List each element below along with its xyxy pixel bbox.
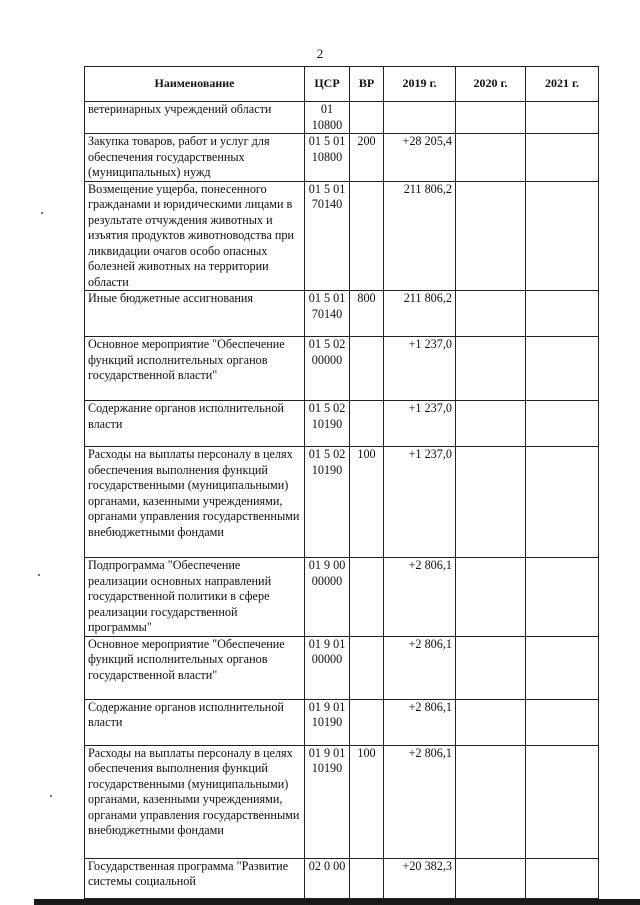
table-row <box>85 858 599 898</box>
cell-2019: +1 237,0 <box>384 337 456 401</box>
cell-2021 <box>526 858 599 898</box>
cell-2020 <box>456 337 526 401</box>
cell-vr <box>350 858 384 898</box>
cell-2020 <box>456 102 526 134</box>
table-row <box>85 745 599 858</box>
budget-table <box>84 66 599 899</box>
table-row <box>85 181 599 291</box>
cell-name: Иные бюджетные ассигнования <box>85 291 305 337</box>
cell-2019 <box>384 102 456 134</box>
header-csr: ЦСР <box>305 67 350 102</box>
cell-name: Содержание органов исполнительной власти <box>85 401 305 447</box>
table-row <box>85 558 599 637</box>
cell-2021 <box>526 447 599 558</box>
header-2021: 2021 г. <box>526 67 599 102</box>
cell-vr <box>350 558 384 637</box>
table-row <box>85 699 599 745</box>
cell-csr: 01 5 01 70140 <box>305 181 350 291</box>
cell-vr: 100 <box>350 447 384 558</box>
cell-vr <box>350 401 384 447</box>
cell-csr: 01 5 02 10190 <box>305 401 350 447</box>
table-header-row <box>85 67 599 102</box>
cell-2021 <box>526 401 599 447</box>
cell-2021 <box>526 337 599 401</box>
cell-2019: +20 382,3 <box>384 858 456 898</box>
cell-2019: +1 237,0 <box>384 447 456 558</box>
table-row <box>85 102 599 134</box>
cell-name: Возмещение ущерба, понесенного гражданами и юридическими лицами в результате отчуждения животных и изъятия продуктов животноводства при ликвидации очагов особо опасных болезней животных на территории области <box>85 181 305 291</box>
page-number: 2 <box>316 46 324 61</box>
cell-2020 <box>456 636 526 699</box>
cell-csr: 01 9 01 10190 <box>305 745 350 858</box>
cell-2019: +2 806,1 <box>384 745 456 858</box>
cell-2019: +1 237,0 <box>384 401 456 447</box>
scan-speck <box>38 574 40 576</box>
table-row <box>85 291 599 337</box>
cell-vr: 200 <box>350 134 384 182</box>
cell-csr: 01 5 02 00000 <box>305 337 350 401</box>
cell-2020 <box>456 401 526 447</box>
cell-name: Основное мероприятие "Обеспечение функций исполнительных органов государственной власти" <box>85 337 305 401</box>
cell-vr: 100 <box>350 745 384 858</box>
cell-2019: +2 806,1 <box>384 558 456 637</box>
cell-csr: 01 5 02 10190 <box>305 447 350 558</box>
cell-2021 <box>526 745 599 858</box>
scan-speck <box>50 795 52 797</box>
table-row <box>85 636 599 699</box>
cell-name: Расходы на выплаты персоналу в целях обеспечения выполнения функций государственными (муниципальными) органами, казенными учреждениями, органами управления государственными внебюджетными фондами <box>85 745 305 858</box>
cell-2020 <box>456 745 526 858</box>
cell-2020 <box>456 291 526 337</box>
cell-vr <box>350 181 384 291</box>
cell-2019: 211 806,2 <box>384 291 456 337</box>
cell-vr <box>350 337 384 401</box>
cell-name: Закупка товаров, работ и услуг для обеспечения государственных (муниципальных) нужд <box>85 134 305 182</box>
cell-2021 <box>526 181 599 291</box>
cell-name: ветеринарных учреждений области <box>85 102 305 134</box>
scan-bottom-edge <box>34 899 640 905</box>
table-row <box>85 337 599 401</box>
cell-2021 <box>526 636 599 699</box>
cell-2019: 211 806,2 <box>384 181 456 291</box>
cell-2019: +28 205,4 <box>384 134 456 182</box>
cell-csr: 02 0 00 <box>305 858 350 898</box>
table-row <box>85 401 599 447</box>
header-vr: ВР <box>350 67 384 102</box>
cell-vr: 800 <box>350 291 384 337</box>
cell-name: Подпрограмма "Обеспечение реализации основных направлений государственной политики в сфере реализации государственной программы" <box>85 558 305 637</box>
cell-2021 <box>526 699 599 745</box>
cell-csr: 01 9 01 00000 <box>305 636 350 699</box>
table-row <box>85 134 599 182</box>
cell-vr <box>350 699 384 745</box>
cell-name: Государственная программа "Развитие системы социальной <box>85 858 305 898</box>
header-name: Наименование <box>85 67 305 102</box>
cell-2020 <box>456 181 526 291</box>
cell-2020 <box>456 858 526 898</box>
cell-vr <box>350 636 384 699</box>
cell-2020 <box>456 558 526 637</box>
cell-csr: 01 10800 <box>305 102 350 134</box>
cell-csr: 01 9 01 10190 <box>305 699 350 745</box>
cell-2021 <box>526 558 599 637</box>
table-body <box>85 102 599 899</box>
cell-2020 <box>456 699 526 745</box>
cell-2020 <box>456 134 526 182</box>
cell-2019: +2 806,1 <box>384 636 456 699</box>
cell-2019: +2 806,1 <box>384 699 456 745</box>
cell-csr: 01 9 00 00000 <box>305 558 350 637</box>
header-2020: 2020 г. <box>456 67 526 102</box>
cell-csr: 01 5 01 70140 <box>305 291 350 337</box>
cell-vr <box>350 102 384 134</box>
cell-2021 <box>526 291 599 337</box>
cell-name: Содержание органов исполнительной власти <box>85 699 305 745</box>
cell-name: Основное мероприятие "Обеспечение функций исполнительных органов государственной власти" <box>85 636 305 699</box>
cell-2020 <box>456 447 526 558</box>
cell-2021 <box>526 134 599 182</box>
cell-csr: 01 5 01 10800 <box>305 134 350 182</box>
header-2019: 2019 г. <box>384 67 456 102</box>
cell-2021 <box>526 102 599 134</box>
table-row <box>85 447 599 558</box>
cell-name: Расходы на выплаты персоналу в целях обеспечения выполнения функций государственными (муниципальными) органами, казенными учреждениями, органами управления государственными внебюджетными фондами <box>85 447 305 558</box>
scan-speck <box>41 212 43 214</box>
